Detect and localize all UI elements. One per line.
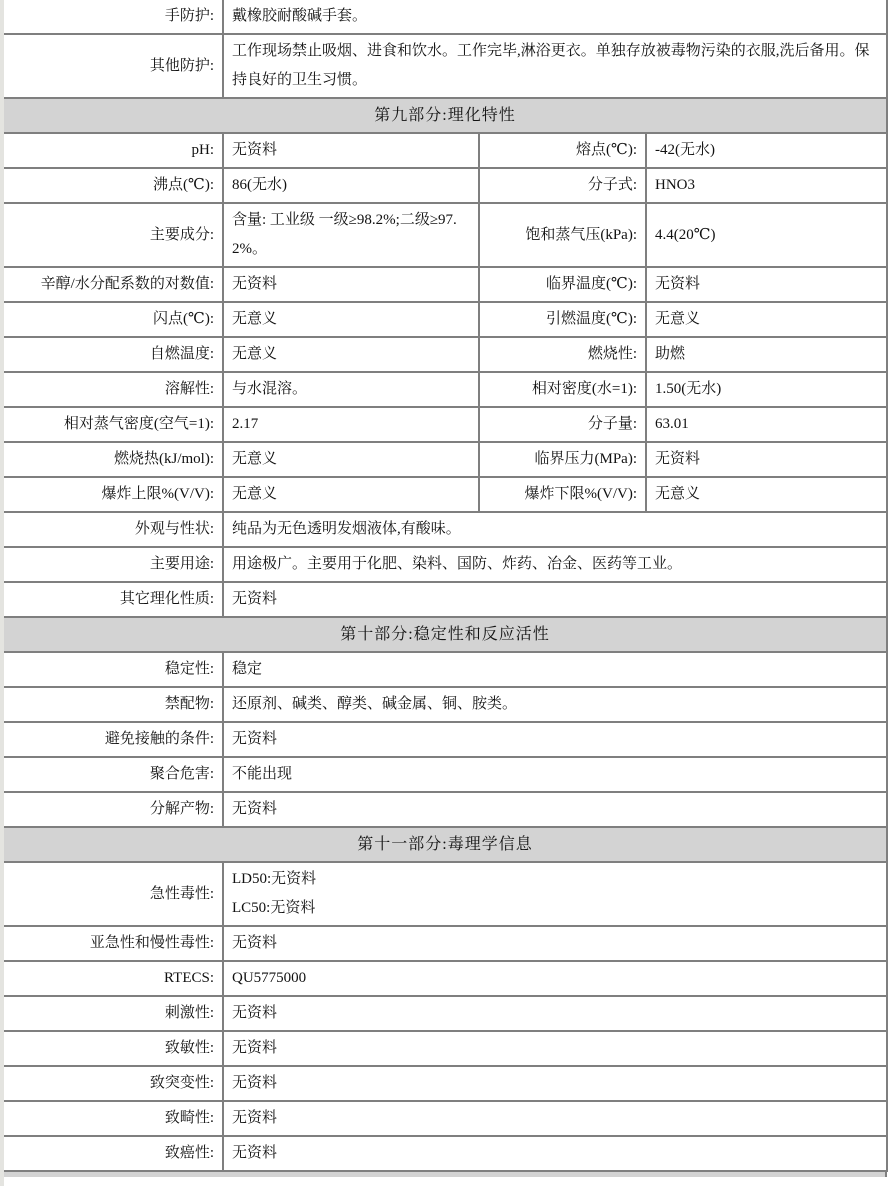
field-value: 还原剂、碱类、醇类、碱金属、铜、胺类。 — [223, 687, 887, 722]
field-value: 无资料 — [223, 1101, 887, 1136]
field-value: 稳定 — [223, 652, 887, 687]
field-label: 外观与性状: — [4, 512, 223, 547]
table-row — [4, 1031, 887, 1066]
field-value: 助燃 — [646, 337, 887, 372]
table-row — [4, 961, 887, 996]
table-row — [4, 302, 887, 337]
field-value: 无资料 — [223, 1066, 887, 1101]
field-value: 2.17 — [223, 407, 479, 442]
field-label: 避免接触的条件: — [4, 722, 223, 757]
field-value: HNO3 — [646, 168, 887, 203]
table-row — [4, 722, 887, 757]
table-row — [4, 652, 887, 687]
table-row — [4, 687, 887, 722]
field-label: 稳定性: — [4, 652, 223, 687]
section-title: 第十部分:稳定性和反应活性 — [4, 617, 887, 652]
field-value: 无意义 — [646, 477, 887, 512]
field-label: 禁配物: — [4, 687, 223, 722]
table-row — [4, 133, 887, 168]
table-row — [4, 512, 887, 547]
field-value: QU5775000 — [223, 961, 887, 996]
table-row — [4, 862, 887, 926]
field-value: 无资料 — [223, 1136, 887, 1171]
field-value: 86(无水) — [223, 168, 479, 203]
field-label: 手防护: — [4, 0, 223, 34]
table-row — [4, 372, 887, 407]
field-value: 无资料 — [646, 442, 887, 477]
field-label: 亚急性和慢性毒性: — [4, 926, 223, 961]
field-value: 无资料 — [223, 996, 887, 1031]
field-value: 63.01 — [646, 407, 887, 442]
field-label: 相对密度(水=1): — [479, 372, 646, 407]
field-label: 致突变性: — [4, 1066, 223, 1101]
table-row — [4, 926, 887, 961]
field-value: 无资料 — [223, 792, 887, 827]
table-row — [4, 407, 887, 442]
field-label: RTECS: — [4, 961, 223, 996]
field-label: 主要用途: — [4, 547, 223, 582]
field-label: pH: — [4, 133, 223, 168]
table-row — [4, 203, 887, 267]
field-value: 戴橡胶耐酸碱手套。 — [223, 0, 887, 34]
field-value: 工作现场禁止吸烟、进食和饮水。工作完毕,淋浴更衣。单独存放被毒物污染的衣服,洗后备用。保持良好的卫生习惯。 — [223, 34, 887, 98]
field-value: 不能出现 — [223, 757, 887, 792]
field-value: 无资料 — [646, 267, 887, 302]
field-value: 4.4(20℃) — [646, 203, 887, 267]
section-title: 第十一部分:毒理学信息 — [4, 827, 887, 862]
field-value: 无资料 — [223, 1031, 887, 1066]
field-label: 自燃温度: — [4, 337, 223, 372]
msds-table — [4, 0, 888, 1172]
field-label: 燃烧性: — [479, 337, 646, 372]
field-label: 致癌性: — [4, 1136, 223, 1171]
field-value: 无意义 — [223, 477, 479, 512]
field-label: 刺激性: — [4, 996, 223, 1031]
table-row — [4, 1136, 887, 1171]
field-value: 无意义 — [646, 302, 887, 337]
field-label: 致畸性: — [4, 1101, 223, 1136]
section-header-row — [4, 98, 887, 133]
table-row — [4, 267, 887, 302]
table-row — [4, 477, 887, 512]
field-label: 饱和蒸气压(kPa): — [479, 203, 646, 267]
msds-table-body — [4, 0, 887, 1171]
field-label: 相对蒸气密度(空气=1): — [4, 407, 223, 442]
table-row — [4, 1066, 887, 1101]
field-label: 临界温度(℃): — [479, 267, 646, 302]
field-value: 无意义 — [223, 337, 479, 372]
field-label: 主要成分: — [4, 203, 223, 267]
table-row — [4, 757, 887, 792]
field-label: 引燃温度(℃): — [479, 302, 646, 337]
table-row — [4, 547, 887, 582]
field-value — [223, 862, 887, 926]
page-left-edge — [0, 0, 4, 1186]
field-label: 急性毒性: — [4, 862, 223, 926]
table-row — [4, 442, 887, 477]
field-label: 分子量: — [479, 407, 646, 442]
field-label: 聚合危害: — [4, 757, 223, 792]
field-label: 沸点(℃): — [4, 168, 223, 203]
field-label: 溶解性: — [4, 372, 223, 407]
section-header-row — [4, 827, 887, 862]
field-label: 爆炸下限%(V/V): — [479, 477, 646, 512]
field-label: 爆炸上限%(V/V): — [4, 477, 223, 512]
field-value: 无资料 — [223, 582, 887, 617]
field-value: 无资料 — [223, 267, 479, 302]
table-row — [4, 1101, 887, 1136]
table-row — [4, 34, 887, 98]
field-value: 用途极广。主要用于化肥、染料、国防、炸药、冶金、医药等工业。 — [223, 547, 887, 582]
section-header-row — [4, 617, 887, 652]
field-value-line: LD50:无资料 — [232, 871, 317, 887]
table-row — [4, 337, 887, 372]
field-value: 1.50(无水) — [646, 372, 887, 407]
field-value: 无资料 — [223, 926, 887, 961]
field-value: 无意义 — [223, 442, 479, 477]
next-section-header-partial — [4, 1172, 887, 1177]
field-label: 致敏性: — [4, 1031, 223, 1066]
field-label: 分解产物: — [4, 792, 223, 827]
field-label: 其它理化性质: — [4, 582, 223, 617]
table-row — [4, 168, 887, 203]
field-label: 临界压力(MPa): — [479, 442, 646, 477]
field-label: 燃烧热(kJ/mol): — [4, 442, 223, 477]
field-label: 其他防护: — [4, 34, 223, 98]
field-value-line: LC50:无资料 — [232, 900, 316, 916]
field-label: 辛醇/水分配系数的对数值: — [4, 267, 223, 302]
field-value: 无资料 — [223, 722, 887, 757]
field-value: -42(无水) — [646, 133, 887, 168]
table-row — [4, 792, 887, 827]
field-value: 含量: 工业级 一级≥98.2%;二级≥97.2%。 — [223, 203, 479, 267]
field-label: 分子式: — [479, 168, 646, 203]
field-value: 无意义 — [223, 302, 479, 337]
table-row — [4, 996, 887, 1031]
table-row — [4, 0, 887, 34]
field-label: 闪点(℃): — [4, 302, 223, 337]
field-label: 熔点(℃): — [479, 133, 646, 168]
field-value: 与水混溶。 — [223, 372, 479, 407]
field-value: 纯品为无色透明发烟液体,有酸味。 — [223, 512, 887, 547]
section-title: 第九部分:理化特性 — [4, 98, 887, 133]
table-row — [4, 582, 887, 617]
field-value: 无资料 — [223, 133, 479, 168]
